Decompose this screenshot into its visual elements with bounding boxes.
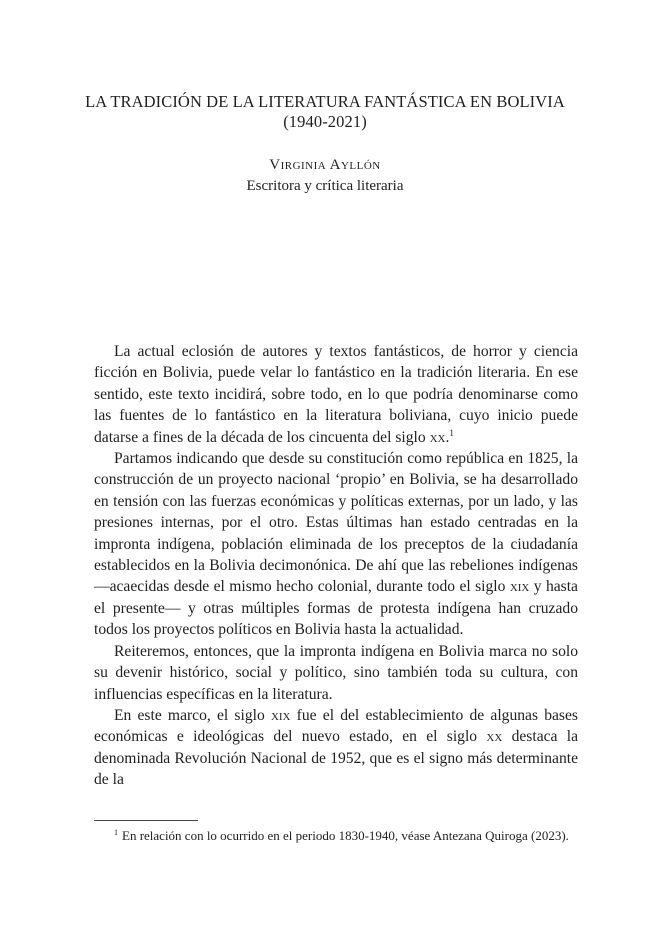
paragraph-1-text: La actual eclosión de autores y textos fantásticos, de horror y ciencia ficción en Bolivia, puede velar lo fantástico en la tradición literaria. En ese sentido, este texto incidirá, sobre todo, en lo que podría denominarse como las fuentes de lo fantástico en la literatura boliviana, cuyo inicio puede datarse a fines de la década de los cincuenta del siglo bbox=[94, 343, 578, 446]
century-numeral: xx bbox=[486, 728, 503, 746]
paragraph-3-text: Reiteremos, entonces, que la impronta indígena en Bolivia marca no solo su devenir histórico, social y político, sino también toda su cultura, con influencias específicas en la literatura. bbox=[94, 642, 578, 703]
author-role: Escritora y crítica literaria bbox=[246, 178, 404, 194]
title-line-1: LA TRADICIÓN DE LA LITERATURA FANTÁSTICA EN BOLIVIA bbox=[85, 92, 565, 111]
footnote bbox=[94, 827, 578, 845]
footnote-text: En relación con lo ocurrido en el periodo 1830-1940, véase Antezana Quiroga (2023). bbox=[122, 828, 569, 843]
paragraph-1-end: . bbox=[445, 428, 450, 446]
author-block bbox=[60, 155, 590, 197]
paragraph-2 bbox=[94, 448, 578, 641]
footnote-divider bbox=[94, 820, 198, 821]
paragraph-2-text-a: Partamos indicando que desde su constitución como república en 1825, la construcción de un proyecto nacional ‘propio’ en Bolivia, se ha desarrollado en tensión con las fuerzas económicas y políticas externas, por un lado, y las presiones internas, por el otro. Estas últimas han estado centradas en la impronta indígena, población eliminada de los preceptos de la ciudadanía establecidos en la Bolivia decimonónica. De ahí que las rebeliones indígenas —acaecidas desde el mismo hecho colonial, durante todo el siglo bbox=[94, 450, 578, 596]
century-numeral: xix bbox=[509, 578, 530, 596]
paragraph-4-text-a: En este marco, el siglo bbox=[114, 706, 271, 724]
footnote-number: 1 bbox=[114, 828, 118, 837]
paragraph-4-text-c: destaca la denominada Revolución Nacional de 1952, que es el signo más determinante de la bbox=[94, 728, 579, 789]
paragraph-4-text-b: fue el del establecimiento de algunas bases económicas e ideológicas del nuevo estado, en el siglo bbox=[94, 706, 578, 746]
article-title bbox=[60, 92, 590, 132]
paragraph-3 bbox=[94, 641, 578, 705]
footnote-reference[interactable]: 1 bbox=[449, 427, 454, 438]
body-text bbox=[94, 341, 578, 791]
paragraph-4 bbox=[94, 705, 578, 791]
author-name: Virginia Ayllón bbox=[269, 157, 381, 173]
paragraph-1 bbox=[94, 341, 578, 448]
century-numeral: xix bbox=[270, 706, 291, 724]
title-line-2: (1940-2021) bbox=[283, 112, 367, 131]
paragraph-2-text-b: y hasta el presente— y otras múltiples formas de protesta indígena han cruzado todos los proyectos políticos en Bolivia hasta la actualidad. bbox=[94, 578, 578, 639]
century-numeral: xx bbox=[429, 428, 446, 446]
